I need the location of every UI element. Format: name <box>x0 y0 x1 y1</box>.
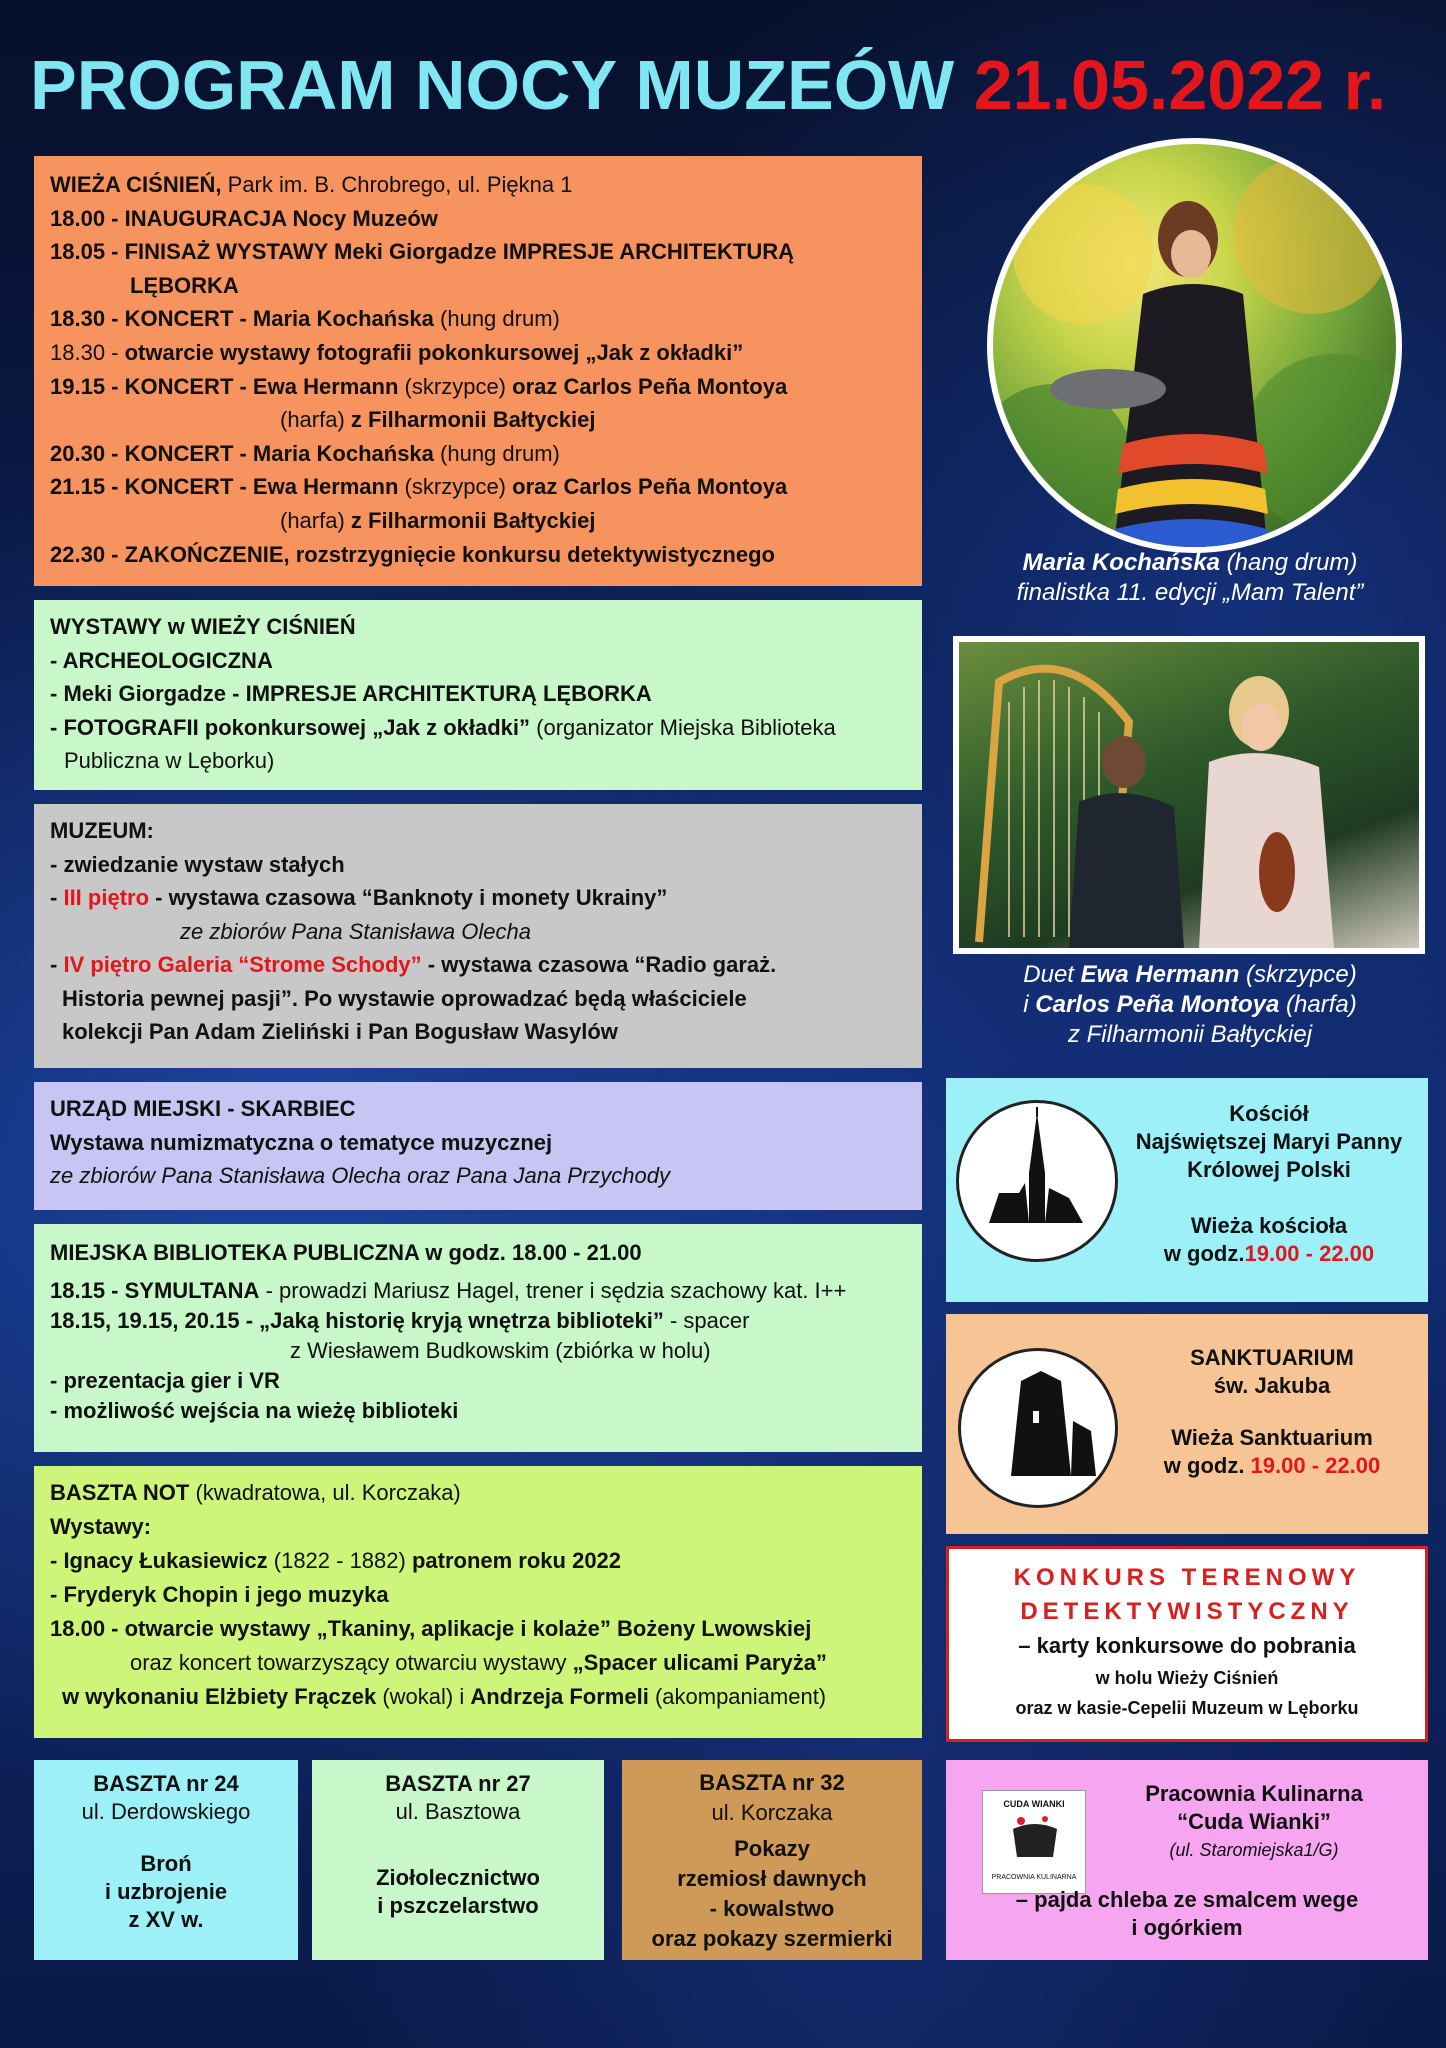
photo-illustration <box>993 144 1402 553</box>
wieza-cisnien-box <box>34 156 922 586</box>
wieza-line: LĘBORKA <box>130 272 239 298</box>
sanktuarium-subtitle: św. Jakuba <box>1213 1373 1331 1398</box>
kosciol-box <box>946 1078 1428 1302</box>
wieza-line: 18.05 - FINISAŻ WYSTAWY Meki Giorgadze IMPRESJE ARCHITEKTURĄ <box>50 239 795 265</box>
biblioteka-line: - prezentacja gier i VR <box>50 1368 280 1393</box>
wieza-line: 19.15 - KONCERT - Ewa Hermann (skrzypce) oraz Carlos Peña Montoya <box>50 373 788 399</box>
sanktuarium-box <box>946 1314 1428 1534</box>
baszta24-box <box>34 1760 298 1960</box>
muzeum-line: - zwiedzanie wystaw stałych <box>50 851 345 877</box>
baszta-not-box <box>34 1466 922 1738</box>
pracownia-box <box>946 1760 1428 1960</box>
baszta32-desc: - kowalstwo <box>709 1896 835 1921</box>
muzeum-header: MUZEUM: <box>50 818 154 843</box>
page-title <box>30 40 1430 130</box>
baszta-not-line: 18.00 - otwarcie wystawy „Tkaniny, aplikacje i kolaże” Bożeny Lwowskiej <box>50 1616 812 1641</box>
wieza-line: 18.00 - INAUGURACJA Nocy Muzeów <box>50 205 438 231</box>
kosciol-title: Kościół <box>1229 1101 1309 1126</box>
wystawy-line: - FOTOGRAFII pokonkursowej „Jak z okładki” (organizator Miejska Biblioteka <box>50 714 836 740</box>
biblioteka-line: 18.15, 19.15, 20.15 - „Jaką historię kryją wnętrza biblioteki” - spacer <box>50 1308 750 1333</box>
caption-duet-line3: z Filharmonii Bałtyckiej <box>1067 1021 1313 1048</box>
urzad-line: ze zbiorów Pana Stanisława Olecha oraz Pana Jana Przychody <box>50 1163 671 1188</box>
baszta27-desc: i pszczelarstwo <box>377 1893 539 1918</box>
duet-photo <box>953 636 1425 954</box>
baszta-not-line: oraz koncert towarzyszący otwarciu wystawy „Spacer ulicami Paryża” <box>130 1650 827 1675</box>
baszta-not-line: - Fryderyk Chopin i jego muzyka <box>50 1582 389 1607</box>
caption-maria-name: Maria Kochańska <box>1022 549 1221 576</box>
baszta32-street: ul. Korczaka <box>711 1800 833 1825</box>
pracownia-title: Pracownia Kulinarna <box>1145 1781 1363 1806</box>
baszta-not-line: Wystawy: <box>50 1514 152 1539</box>
baszta32-desc: rzemiosł dawnych <box>677 1866 867 1891</box>
biblioteka-box <box>34 1224 922 1452</box>
baszta24-desc: i uzbrojenie <box>104 1879 228 1904</box>
sanktuarium-hours: w godz. 19.00 - 22.00 <box>1163 1453 1381 1478</box>
title-date: 21.05.2022 r. <box>973 46 1387 124</box>
muzeum-line: - III piętro - wystawa czasowa “Banknoty i monety Ukrainy” <box>50 885 668 910</box>
title-main: PROGRAM NOCY MUZEÓW <box>30 46 955 124</box>
wieza-line: (harfa) z Filharmonii Bałtyckiej <box>280 407 596 433</box>
wieza-line: 21.15 - KONCERT - Ewa Hermann (skrzypce) oraz Carlos Peña Montoya <box>50 474 788 500</box>
konkurs-desc: w holu Wieży Ciśnień <box>1095 1668 1279 1688</box>
wieza-line: 22.30 - ZAKOŃCZENIE, rozstrzygnięcie konkursu detektywistycznego <box>50 541 775 567</box>
konkurs-desc: – karty konkursowe do pobrania <box>1018 1633 1356 1658</box>
kosciol-title: Królowej Polski <box>1187 1157 1351 1182</box>
baszta-not-line: - Ignacy Łukasiewicz (1822 - 1882) patronem roku 2022 <box>50 1548 622 1573</box>
kosciol-title: Najświętszej Maryi Panny <box>1135 1129 1403 1154</box>
sanctuary-logo-icon <box>958 1348 1118 1508</box>
muzeum-line: ze zbiorów Pana Stanisława Olecha <box>180 918 531 944</box>
caption-maria-line2: finalistka 11. edycji „Mam Talent” <box>1016 579 1364 606</box>
baszta32-desc: oraz pokazy szermierki <box>651 1926 893 1951</box>
baszta24-title: BASZTA nr 24 <box>93 1771 239 1796</box>
baszta32-title: BASZTA nr 32 <box>699 1770 845 1795</box>
urzad-box <box>34 1082 922 1210</box>
sanktuarium-title: SANKTUARIUM <box>1190 1345 1354 1370</box>
photo-illustration <box>959 642 1419 948</box>
biblioteka-header: MIEJSKA BIBLIOTEKA PUBLICZNA w godz. 18.00 - 21.00 <box>50 1240 642 1265</box>
caption-duet-name2: Carlos Peña Montoya <box>1035 991 1280 1018</box>
baszta27-desc: Ziołolecznictwo <box>376 1865 540 1890</box>
biblioteka-line: 18.15 - SYMULTANA - prowadzi Mariusz Hagel, trener i sędzia szachowy kat. I++ <box>50 1278 847 1303</box>
caption-duet-name1: Ewa Hermann <box>1080 961 1240 988</box>
konkurs-title: DETEKTYWISTYCZNY <box>1020 1598 1354 1625</box>
muzeum-line: - IV piętro Galeria “Strome Schody” - wystawa czasowa “Radio garaż. <box>50 952 777 977</box>
wieza-line: 18.30 - otwarcie wystawy fotografii pokonkursowej „Jak z okładki” <box>50 339 744 365</box>
wieza-line: (harfa) z Filharmonii Bałtyckiej <box>280 507 596 533</box>
baszta-not-header: BASZTA NOT (kwadratowa, ul. Korczaka) <box>50 1480 461 1505</box>
wystawy-header: WYSTAWY w WIEŻY CIŚNIEŃ <box>50 614 356 639</box>
wieza-header: WIEŻA CIŚNIEŃ, Park im. B. Chrobrego, ul. Piękna 1 <box>50 172 573 197</box>
baszta27-street: ul. Basztowa <box>395 1799 521 1824</box>
baszta24-desc: Broń <box>140 1851 192 1876</box>
pracownia-address: (ul. Staromiejska1/G) <box>1169 1840 1339 1860</box>
caption-duet: Duet Ewa Hermann (skrzypce) i Carlos Peña Montoya (harfa) z Filharmonii Bałtyckiej <box>950 960 1430 1050</box>
muzeum-line: Historia pewnej pasji”. Po wystawie oprowadzać będą właściciele <box>62 985 747 1011</box>
sanktuarium-tower: Wieża Sanktuarium <box>1171 1425 1373 1450</box>
pracownia-desc: i ogórkiem <box>1131 1915 1243 1940</box>
pracownia-name: “Cuda Wianki” <box>1177 1809 1331 1834</box>
maria-kochanska-photo <box>987 138 1402 553</box>
wystawy-line: - ARCHEOLOGICZNA <box>50 647 273 673</box>
wystawy-box <box>34 600 922 790</box>
baszta24-desc: z XV w. <box>128 1907 204 1932</box>
baszta27-box <box>312 1760 604 1960</box>
biblioteka-line: - możliwość wejścia na wieżę biblioteki <box>50 1398 459 1423</box>
konkurs-title: KONKURS TERENOWY <box>1013 1564 1361 1591</box>
baszta27-title: BASZTA nr 27 <box>385 1771 531 1796</box>
konkurs-box <box>946 1546 1428 1742</box>
cuda-wianki-logo-icon: CUDA WIANKI PRACOWNIA KULINARNA <box>982 1790 1086 1894</box>
baszta-not-line: w wykonaniu Elżbiety Frączek (wokal) i Andrzeja Formeli (akompaniament) <box>62 1684 827 1709</box>
baszta32-box <box>622 1760 922 1960</box>
wystawy-line: - Meki Giorgadze - IMPRESJE ARCHITEKTURĄ LĘBORKA <box>50 681 652 706</box>
urzad-line: Wystawa numizmatyczna o tematyce muzycznej <box>50 1129 553 1155</box>
muzeum-line: kolekcji Pan Adam Zieliński i Pan Bogusław Wasylów <box>62 1019 618 1044</box>
kosciol-hours: w godz.19.00 - 22.00 <box>1163 1241 1375 1266</box>
wystawy-line: Publiczna w Lęborku) <box>64 748 275 773</box>
wieza-line: 18.30 - KONCERT - Maria Kochańska (hung drum) <box>50 306 560 332</box>
church-logo-icon <box>956 1100 1118 1262</box>
baszta24-street: ul. Derdowskiego <box>81 1799 251 1824</box>
urzad-header: URZĄD MIEJSKI - SKARBIEC <box>50 1096 356 1121</box>
caption-maria: Maria Kochańska (hang drum) finalistka 11. edycji „Mam Talent” <box>950 548 1430 608</box>
konkurs-desc: oraz w kasie-Cepelii Muzeum w Lęborku <box>1015 1698 1359 1718</box>
kosciol-tower: Wieża kościoła <box>1190 1213 1348 1238</box>
muzeum-box <box>34 804 922 1068</box>
baszta32-desc: Pokazy <box>734 1836 810 1861</box>
biblioteka-line: z Wiesławem Budkowskim (zbiórka w holu) <box>290 1338 711 1363</box>
wieza-line: 20.30 - KONCERT - Maria Kochańska (hung drum) <box>50 440 560 466</box>
pracownia-desc: – pajda chleba ze smalcem wege <box>1015 1887 1359 1912</box>
